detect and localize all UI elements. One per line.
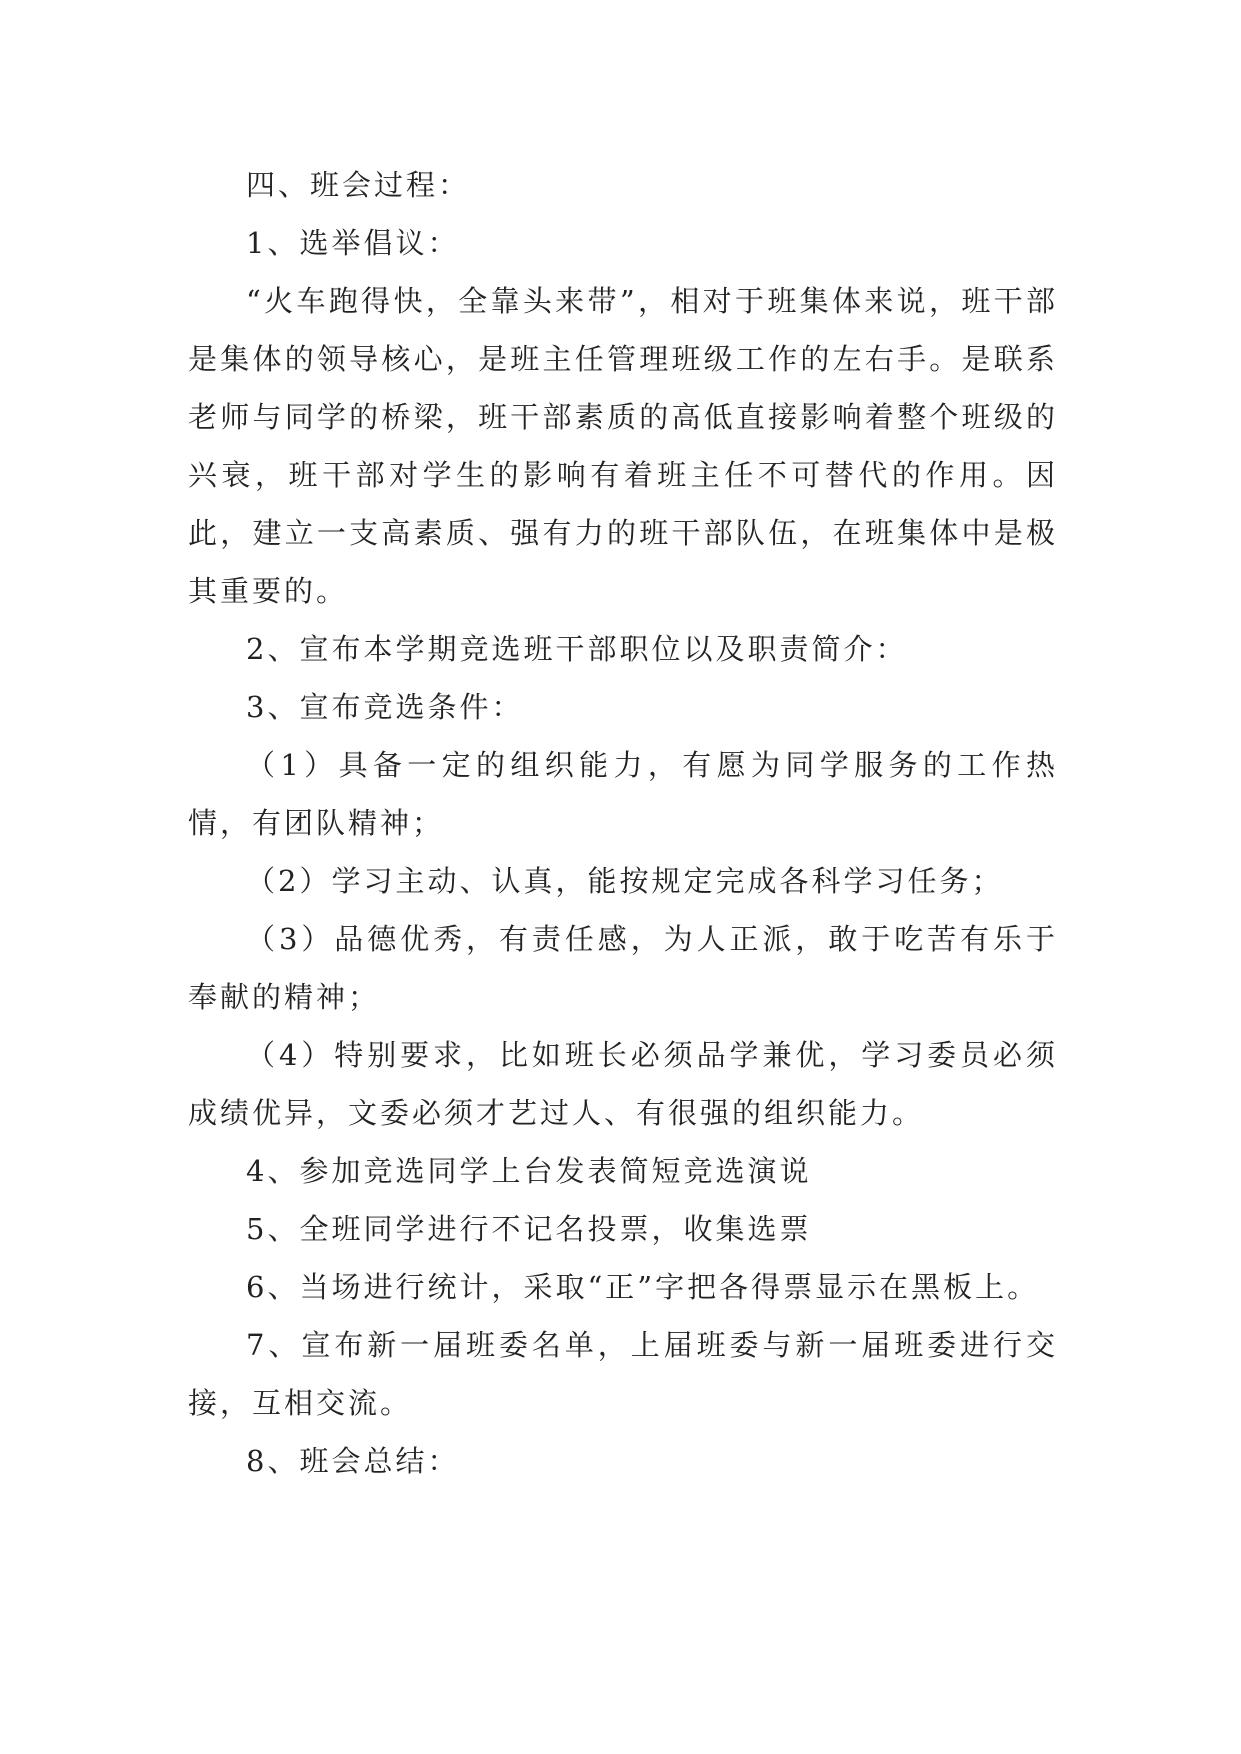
step-3-heading: 3、宣布竞选条件：	[246, 690, 524, 724]
step-1-paragraph: “火车跑得快，全靠头来带”，相对于班集体来说，班干部是集体的领导核心，是班主任管理班级工作的左右手。是联系老师与同学的桥梁，班干部素质的高低直接影响着整个班级的兴衰，班干部对学生的影响有着班主任不可替代的作用。因此，建立一支高素质、强有力的班干部队伍，在班集体中是极其重要的。	[188, 284, 1058, 608]
condition-3-paragraph: （3）品德优秀，有责任感，为人正派，敢于吃苦有乐于奉献的精神；	[188, 922, 1058, 1014]
document-body	[188, 156, 1058, 1490]
step-5-paragraph: 5、全班同学进行不记名投票，收集选票	[246, 1212, 812, 1246]
step-6-paragraph: 6、当场进行统计，采取“正”字把各得票显示在黑板上。	[246, 1270, 1040, 1304]
step-2-paragraph: 2、宣布本学期竞选班干部职位以及职责简介：	[246, 632, 908, 666]
step-4-paragraph: 4、参加竞选同学上台发表简短竞选演说	[246, 1154, 812, 1188]
step-1-heading: 1、选举倡议：	[246, 226, 460, 260]
condition-4-paragraph: （4）特别要求，比如班长必须品学兼优，学习委员必须成绩优异，文委必须才艺过人、有很强的组织能力。	[188, 1038, 1058, 1130]
condition-2-paragraph: （2）学习主动、认真，能按规定完成各科学习任务；	[246, 864, 1004, 898]
section-heading: 四、班会过程：	[246, 168, 471, 202]
condition-1-paragraph: （1）具备一定的组织能力，有愿为同学服务的工作热情，有团队精神；	[188, 748, 1058, 840]
step-7-paragraph: 7、宣布新一届班委名单，上届班委与新一届班委进行交接，互相交流。	[188, 1328, 1058, 1420]
step-8-heading: 8、班会总结：	[246, 1444, 460, 1478]
